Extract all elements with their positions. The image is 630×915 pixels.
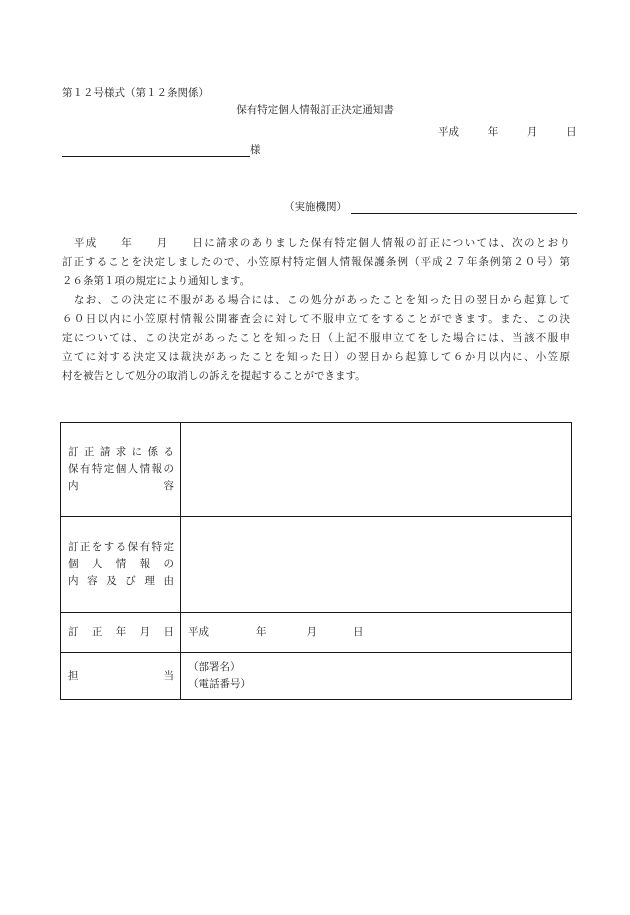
table-row bbox=[61, 423, 572, 517]
phone-label: （電話番号） bbox=[188, 678, 251, 690]
table-row bbox=[61, 653, 572, 700]
correction-request-content-field[interactable] bbox=[181, 423, 572, 517]
contact-field[interactable] bbox=[181, 653, 572, 700]
correction-date-field[interactable] bbox=[181, 613, 572, 653]
body-line: ６０日以内に小笠原村情報公開審査会に対して不服申立てをすることができます。また、この決 bbox=[62, 313, 570, 325]
row-label: 内容及び理由 bbox=[68, 575, 174, 587]
body-line: なお、この決定に不服がある場合には、この処分があったことを知った日の翌日から起算して bbox=[62, 294, 570, 306]
recipient-suffix: 様 bbox=[250, 144, 261, 156]
correction-content-reason-field[interactable] bbox=[181, 517, 572, 613]
row-label: 個人情報の bbox=[68, 558, 174, 570]
row-label-cell bbox=[61, 653, 181, 700]
agency-label: （実施機関） bbox=[284, 201, 347, 213]
row-label: 担当 bbox=[68, 669, 174, 682]
row-label: 訂正請求に係る bbox=[68, 446, 174, 458]
table-row bbox=[61, 517, 572, 613]
body-line: 立てに対する決定又は裁決があったことを知った日）の翌日から起算して６か月以内に、小笠原 bbox=[62, 351, 570, 363]
correction-date-era: 平成 bbox=[188, 626, 209, 638]
row-label: 訂正をする保有特定 bbox=[68, 541, 174, 553]
row-label: 内容 bbox=[68, 480, 174, 492]
body-line: 訂正することを決定しましたので、小笠原村特定個人情報保護条例（平成２７年条例第２０号）第 bbox=[62, 256, 570, 268]
body-line: 村を被告として処分の取消しの訴えを提起することができます。 bbox=[62, 370, 366, 382]
department-label: （部署名） bbox=[188, 661, 241, 673]
recipient-line bbox=[62, 142, 261, 157]
body-line: ２６条第１項の規定により通知します。 bbox=[62, 275, 251, 287]
date-era: 平成 bbox=[438, 126, 459, 138]
correction-date-year: 年 bbox=[256, 626, 267, 638]
issue-date bbox=[438, 124, 577, 139]
date-day: 日 bbox=[566, 126, 577, 138]
recipient-name-blank bbox=[62, 144, 250, 157]
row-label: 訂正年月日 bbox=[68, 626, 174, 638]
correction-date-month: 月 bbox=[306, 626, 317, 638]
body-paragraph-2 bbox=[62, 291, 570, 386]
form-number: 第１２号様式（第１２条関係） bbox=[62, 87, 209, 99]
detail-table bbox=[60, 422, 572, 700]
body-line: 定については、この決定があったことを知った日（上記不服申立てをした場合には、当該不服申 bbox=[62, 332, 570, 344]
agency-name-blank bbox=[351, 201, 577, 214]
agency-line bbox=[284, 199, 577, 214]
row-label-cell bbox=[61, 517, 181, 613]
row-label-cell bbox=[61, 423, 181, 517]
document-title: 保有特定個人情報訂正決定通知書 bbox=[236, 104, 394, 116]
row-label: 保有特定個人情報の bbox=[68, 463, 174, 475]
correction-date-day: 日 bbox=[353, 626, 364, 638]
date-month: 月 bbox=[526, 126, 538, 138]
row-label-cell bbox=[61, 613, 181, 653]
date-year: 年 bbox=[487, 126, 499, 138]
body-paragraph-1 bbox=[62, 234, 570, 291]
table-row bbox=[61, 613, 572, 653]
body-line: 平成 年 月 日に請求のありました保有特定個人情報の訂正については、次のとおり bbox=[62, 237, 570, 249]
